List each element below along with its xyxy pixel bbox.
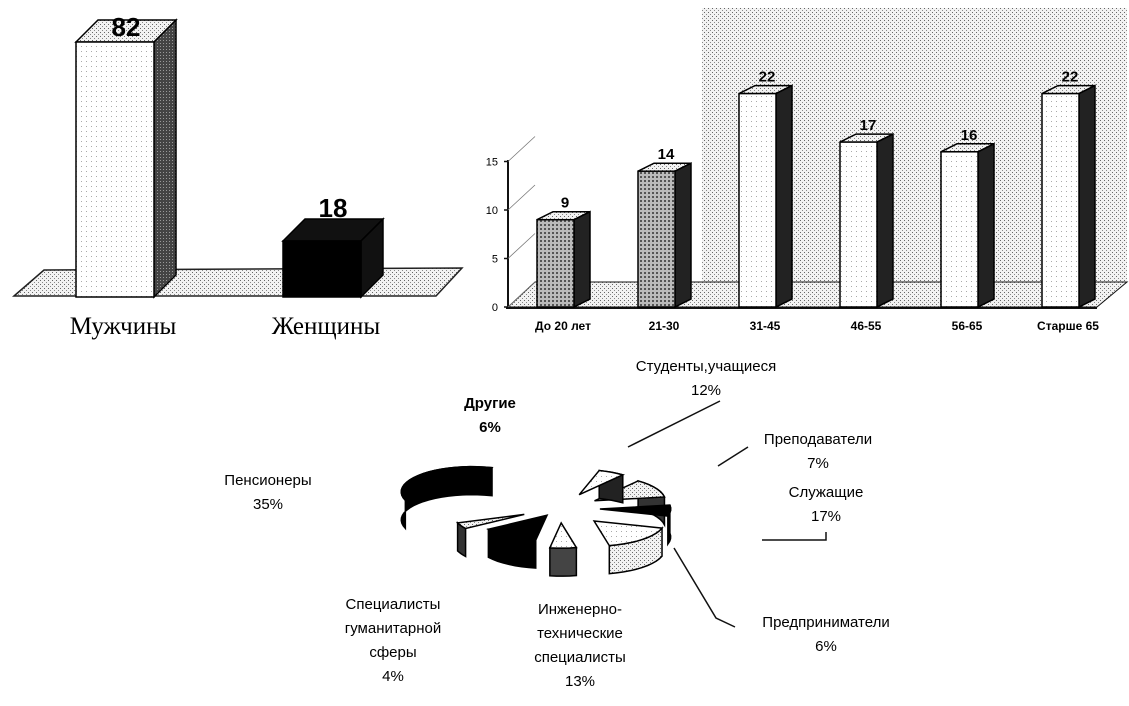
pie-category-label-5-3: специалисты — [534, 649, 626, 666]
data-label-age-5: 16 — [960, 126, 978, 144]
age-bar-chart — [486, 8, 1127, 333]
category-label-age-4: 46-55 — [850, 319, 882, 333]
pie-slice-4 — [550, 523, 577, 548]
pie-category-label-1-1: Студенты,учащиеся — [635, 358, 777, 375]
y-tick-label-0: 0 — [491, 302, 498, 314]
pie-value-label-7: 35% — [252, 496, 284, 513]
bar-женщины — [283, 241, 361, 297]
pie-value-label-1: 12% — [690, 382, 722, 399]
pie-slice-4-side — [550, 548, 577, 577]
pie-value-label-8: 6% — [479, 419, 501, 436]
bar-age-4 — [840, 142, 877, 307]
occupation-pie-chart — [224, 358, 889, 690]
pie-category-label-2-1: Преподаватели — [763, 431, 873, 448]
y-tick-label-15: 15 — [485, 156, 498, 169]
leader-line-entrepreneurs — [674, 548, 735, 627]
bar-age-5 — [941, 152, 978, 307]
y-gridline-5 — [508, 234, 535, 259]
data-label-age-1: 9 — [560, 194, 570, 212]
leader-line-teachers — [718, 447, 748, 466]
category-label-age-2: 21-30 — [648, 319, 680, 333]
bar-age-2 — [638, 171, 675, 307]
bar-age-2-side — [675, 163, 691, 307]
bar-age-4-side — [877, 134, 893, 307]
data-label-age-6: 22 — [1061, 68, 1079, 86]
bar-age-1 — [537, 220, 574, 307]
pie-value-label-3: 17% — [810, 508, 842, 525]
category-label-age-5: 56-65 — [951, 319, 983, 333]
pie-value-label-6: 4% — [382, 668, 404, 685]
bar-age-3 — [739, 94, 776, 307]
data-label-age-2: 14 — [657, 146, 675, 164]
y-tick-label-10: 10 — [485, 205, 498, 217]
category-label-женщины: Женщины — [271, 313, 381, 340]
pie-category-label-4-1: Предприниматели — [762, 614, 890, 631]
data-label-мужчины: 82 — [111, 12, 141, 42]
pie-category-label-6-3: сферы — [369, 644, 417, 661]
category-label-age-1: До 20 лет — [535, 319, 591, 333]
pie-category-label-5-1: Инженерно- — [537, 601, 623, 618]
y-gridline-10 — [508, 185, 535, 210]
pie-value-label-2: 7% — [807, 455, 829, 472]
leader-line-students — [628, 401, 720, 447]
pie-category-label-6-1: Специалисты — [345, 596, 441, 613]
bar-мужчины-side — [154, 20, 176, 297]
pie-value-label-5: 13% — [564, 673, 596, 690]
age-chart-floor — [508, 282, 1127, 307]
leader-line-employees — [762, 532, 826, 540]
y-tick-label-5: 5 — [491, 253, 498, 266]
pie-value-label-4: 6% — [815, 638, 837, 655]
pie-category-label-5-2: технические — [537, 625, 623, 642]
category-label-age-6: Старше 65 — [1037, 319, 1099, 333]
bar-age-1-side — [574, 212, 590, 307]
data-label-age-4: 17 — [859, 117, 877, 135]
category-label-age-3: 31-45 — [749, 319, 781, 333]
bar-мужчины — [76, 42, 154, 297]
pie-category-label-6-2: гуманитарной — [344, 620, 442, 637]
bar-age-6 — [1042, 94, 1079, 307]
data-label-age-3: 22 — [758, 68, 776, 86]
bar-age-6-side — [1079, 86, 1095, 307]
data-label-женщины: 18 — [318, 193, 348, 224]
pie-category-label-3-1: Служащие — [788, 484, 864, 501]
category-label-мужчины: Мужчины — [69, 313, 177, 340]
y-gridline-15 — [508, 137, 535, 162]
gender-bar-chart — [14, 12, 462, 340]
bar-age-5-side — [978, 144, 994, 307]
bar-age-3-side — [776, 86, 792, 307]
pie-category-label-7-1: Пенсионеры — [224, 472, 312, 489]
pie-slice-2 — [600, 505, 671, 516]
pie-category-label-8-1: Другие — [464, 395, 516, 412]
